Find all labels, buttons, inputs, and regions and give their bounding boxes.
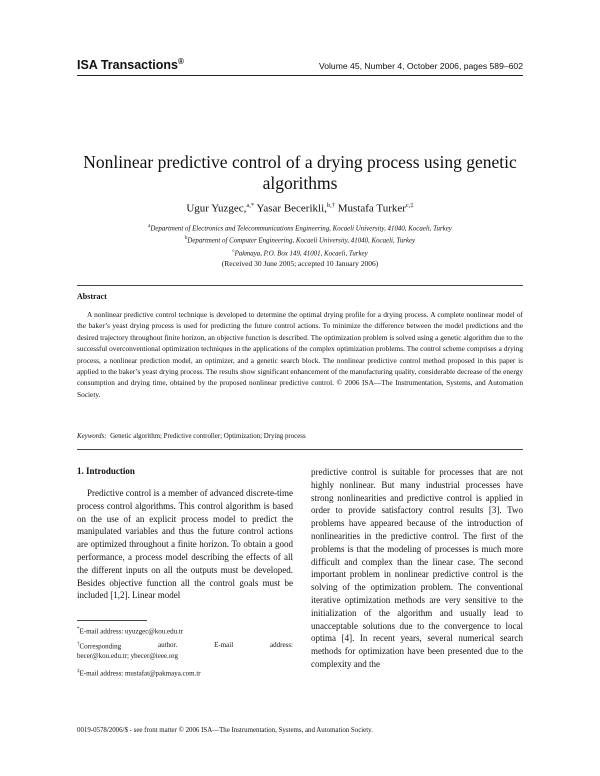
header-divider	[77, 75, 523, 76]
volume-info: Volume 45, Number 4, October 2006, pages 589–602	[318, 61, 523, 71]
body-column-right: predictive control is suitable for processes that are not highly nonlinear. But many industrial processes have strong nonlinearities and predictive control is applied in order to provide satisfactory control results [3]. Two problems have appeared because of the introduction of nonlinearities in the predictive control. The first of the problems is that the modeling of processes is much more difficult and complex than the linear case. The second important problem in nonlinear predictive control is the solving of the optimization problem. The conventional iterative optimization methods are very sensitive to the initialization of the algorithm and usually lead to unacceptable solutions due to the convergence to local optima [4]. In recent years, several numerical search methods for optimization have been presented due to the complexity and the	[311, 467, 523, 669]
paper-title: Nonlinear predictive control of a drying process using genetic algorithms	[83, 152, 517, 193]
copyright-footer: 0019-0578/2006/$ - see front matter © 2006 ISA—The Instrumentation, Systems, and Automation Society.	[77, 727, 373, 734]
abstract-heading: Abstract	[77, 292, 107, 301]
footnote: *E-mail address: uyuzgec@kou.edu.tr	[77, 627, 184, 636]
keywords: Keywords: Genetic algorithm; Predictive controller; Optimization; Drying process	[77, 433, 306, 440]
abstract-text: A nonlinear predictive control technique is developed to determine the optimal drying profile for a drying process. A complete nonlinear model of the baker’s yeast drying process is used for predicting the future control actions. To minimize the difference between the model predictions and the desired trajectory throughout finite horizon, an objective function is described. The optimization problem is solved using a genetic algorithm due to the successful overconventional optimization techniques in the applications of the complex optimization problems. The control scheme comprises a drying process, a nonlinear prediction model, an optimizer, and a genetic search block. The nonlinear predictive control method proposed in this paper is applied to the baker’s yeast drying process. The results show significant enhancement of the manufacturing quality, considerable decrease of the energy consumption and drying time, obtained by the proposed nonlinear predictive control. © 2006 ISA—The Instrumentation, Systems, and Automation Society.	[77, 310, 523, 399]
author-name: Ugur Yuzgec,	[186, 202, 247, 215]
affiliation: $^c$Pakmaya, P.O. Box 149, 41001, Kocaeli, Turkey	[232, 248, 368, 257]
author-list: Ugur Yuzgec,$^{a,*}$ Yasar Becerikli,$^{b,\dagger}$ Mustafa Turker$^{c,\ddagger}$	[186, 202, 414, 215]
footnote: †Corresponding author. E-mail address: becer@kou.edu.tr; ybecer@ieee.org	[77, 641, 293, 661]
journal-name: ISA Transactions®	[77, 57, 184, 73]
abstract-divider	[77, 285, 523, 286]
received-dates: (Received 30 June 2005; accepted 10 January 2006)	[221, 259, 379, 268]
author-name: Mustafa Turker	[337, 202, 406, 215]
footnote-divider	[77, 620, 147, 621]
body-column-left: Predictive control is a member of advanced discrete-time process control algorithms. This control algorithm is based on the use of an explicit process model to predict the manipulated variables and thus the future control actions are optimized throughout a finite horizon. To obtain a good performance, a process model describing the effects of all the different inputs on all the outputs must be developed. Besides objective function all the control goals must be included [1,2]. Linear model	[77, 488, 293, 601]
affiliation: $^a$Department of Electronics and Telecommunications Engineering, Kocaeli University, 41040, Kocaeli, Turkey	[148, 224, 452, 233]
affiliation: $^b$Department of Computer Engineering, Kocaeli University, 41040, Kocaeli, Turkey	[184, 236, 416, 245]
footnote: ‡E-mail address: mustafat@pakmaya.com.tr	[77, 669, 201, 678]
author-name: Yasar Becerikli,	[256, 202, 327, 215]
affiliations	[70, 222, 530, 259]
keywords-divider	[77, 449, 523, 450]
section-heading: 1. Introduction	[77, 466, 135, 476]
